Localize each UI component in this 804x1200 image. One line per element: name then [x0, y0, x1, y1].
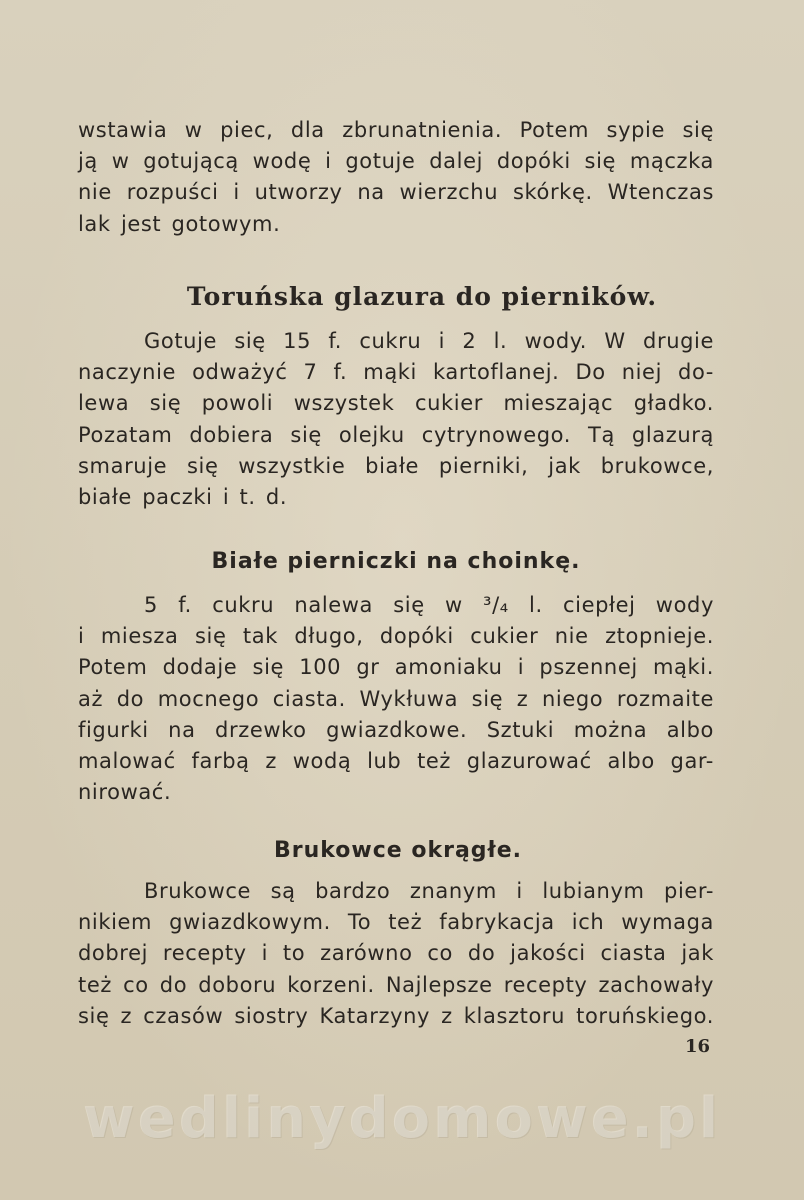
text-line: nikiem gwiazdkowym. To też fabrykacja ich wymaga	[78, 910, 714, 935]
recipe-title-brukowce: Brukowce okrągłe.	[273, 838, 522, 863]
text-line: Gotuje się 15 f. cukru i 2 l. wody. W drugie	[144, 329, 714, 353]
text-line: nirować.	[78, 780, 172, 805]
text-line: malować farbą z wodą lub też glazurować albo gar-	[78, 749, 714, 774]
text-line: białe paczki i t. d.	[78, 485, 288, 510]
text-line: aż do mocnego ciasta. Wykłuwa się z niego rozmaite	[78, 686, 714, 711]
paragraph-intro	[78, 115, 714, 240]
recipe-title-pierniczki: Białe pierniczki na choinkę.	[211, 549, 581, 574]
text-line: i miesza się tak długo, dopóki cukier nie ztopnieje.	[78, 624, 714, 649]
text-line: nie rozpuści i utworzy na wierzchu skórkę. Wtenczas	[78, 180, 714, 205]
recipe-body-brukowce	[78, 876, 714, 1032]
text-line: 5 f. cukru nalewa się w ³/₄ l. ciepłej wody	[144, 593, 714, 617]
text-line: Pozatam dobiera się olejku cytrynowego. Tą glazurą	[78, 422, 714, 447]
text-line: Brukowce są bardzo znanym i lubianym pier-	[144, 879, 714, 903]
recipe-body-pierniczki	[78, 590, 714, 808]
text-line: smaruje się wszystkie białe pierniki, jak brukowce,	[78, 453, 714, 478]
text-line: lewa się powoli wszystek cukier mieszając gładko.	[78, 391, 714, 416]
text-line: się z czasów siostry Katarzyny z klasztoru toruńskiego.	[78, 1003, 714, 1028]
recipe-body-glazura	[78, 326, 714, 513]
text-line: naczynie odważyć 7 f. mąki kartoflanej. Do niej do-	[78, 360, 714, 385]
text-line: dobrej recepty i to zarówno co do jakości ciasta jak	[78, 941, 714, 966]
watermark: wedlinydomowe.pl	[82, 1086, 722, 1151]
text-line: wstawia w piec, dla zbrunatnienia. Potem sypie się	[78, 118, 714, 142]
text-line: też co do doboru korzeni. Najlepsze recepty zachowały	[78, 972, 714, 997]
text-line: ją w gotującą wodę i gotuje dalej dopóki się mączka	[78, 149, 714, 174]
text-line: lak jest gotowym.	[78, 211, 281, 236]
text-line: Potem dodaje się 100 gr amoniaku i pszennej mąki.	[78, 655, 714, 680]
text-line: figurki na drzewko gwiazdkowe. Sztuki można albo	[78, 717, 714, 742]
page-number: 16	[684, 1036, 710, 1057]
recipe-title-glazura: Toruńska glazura do pierników.	[186, 282, 658, 311]
